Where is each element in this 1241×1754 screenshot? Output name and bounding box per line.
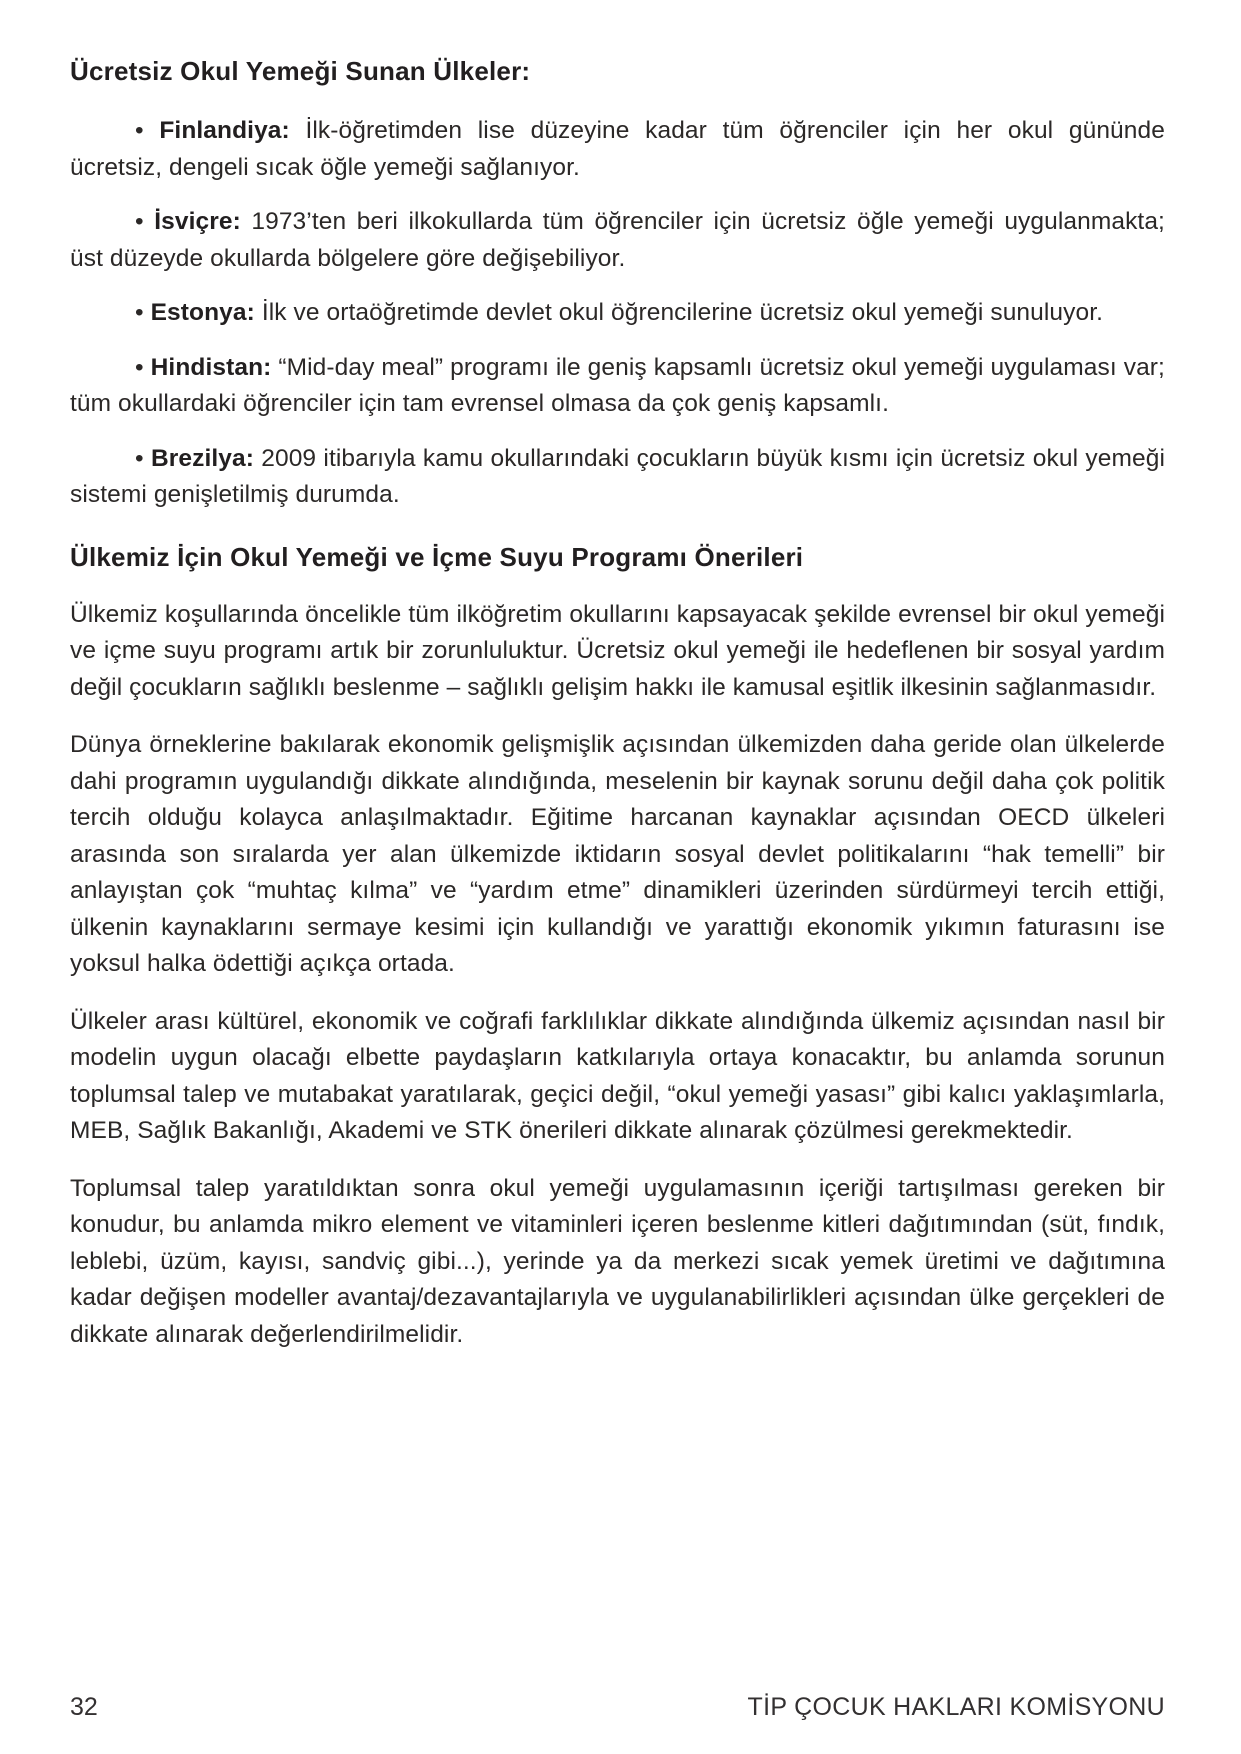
bullet-label-estonya: Estonya: bbox=[150, 299, 255, 326]
bullet-dot-icon: • bbox=[135, 444, 144, 472]
paragraph-world-examples: Dünya örneklerine bakılarak ekonomik gelişmişlik açısından ülkemizden daha geride olan ülkelerde dahi programın uygulandığı dikkate alındığında, meselenin bir kaynak sorunu değil daha çok politik tercih olduğu kolayca anlaşılmaktadır. Eğitime harcanan kaynaklar açısından OECD ülkeleri arasında son sıralarda yer alan ülkemizde iktidarın sosyal devlet politikalarını “hak temelli” bir anlayıştan çok “muhtaç kılma” ve “yardım etme” dinamikleri üzerinden sürdürmeyi tercih ettiği, ülkenin kaynaklarını sermaye kesimi için kullandığı ve yarattığı ekonomik yıkımın faturasını ise yoksul halka ödettiği açıkça ortada. bbox=[70, 731, 1165, 977]
bullet-text-estonya: İlk ve ortaöğretimde devlet okul öğrencilerine ücretsiz okul yemeği sunuluyor. bbox=[261, 299, 1104, 326]
bullet-text-finlandiya: İlk-öğretimden lise düzeyine kadar tüm öğrenciler için her okul gününde ücretsiz, dengeli sıcak öğle yemeği sağlanıyor. bbox=[70, 117, 1165, 181]
bullet-label-isvicre: İsviçre: bbox=[154, 208, 241, 235]
section-heading-free-school-meal-countries: Ücretsiz Okul Yemeği Sunan Ülkeler: bbox=[70, 56, 531, 86]
bullet-dot-icon: • bbox=[135, 117, 144, 144]
bullet-dot-icon: • bbox=[135, 353, 144, 381]
footer-running-title: TİP ÇOCUK HAKLARI KOMİSYONU bbox=[747, 1693, 1165, 1721]
bullet-label-brezilya: Brezilya: bbox=[150, 444, 254, 472]
paragraph-model-stakeholders: Ülkeler arası kültürel, ekonomik ve coğrafi farklılıklar dikkate alındığında ülkemiz açısından nasıl bir modelin uygun olacağı elbette paydaşların katkılarıyla ortaya konacaktır, bu anlamda sorunun toplumsal talep ve mutabakat yaratılarak, geçici değil, “okul yemeği yasası” gibi kalıcı yaklaşımlarla, MEB, Sağlık Bakanlığı, Akademi ve STK önerileri dikkate alınarak çözülmesi gerekmektedir. bbox=[70, 1007, 1165, 1144]
bullet-label-finlandiya: Finlandiya: bbox=[159, 117, 290, 144]
bullet-dot-icon: • bbox=[135, 299, 144, 326]
bullet-item-brezilya bbox=[70, 441, 1165, 514]
bullet-text-isvicre: 1973’ten beri ilkokullarda tüm öğrenciler için ücretsiz öğle yemeği uygulanmakta; üst düzeyde okullarda bölgelere göre değişebiliyor. bbox=[70, 208, 1165, 272]
paragraph-program-content: Toplumsal talep yaratıldıktan sonra okul yemeği uygulamasının içeriği tartışılması gereken bir konudur, bu anlamda mikro element ve vitaminleri içeren beslenme kitleri dağıtımından (süt, fındık, leblebi, üzüm, kayısı, sandviç gibi...), yerinde ya da merkezi sıcak yemek üretimi ve dağıtımına kadar değişen modeller avantaj/dezavantajlarıyla ve uygulanabilirlikleri açısından ülke gerçekleri de dikkate alınarak değerlendirilmelidir. bbox=[70, 1174, 1165, 1348]
bullet-item-hindistan bbox=[70, 350, 1165, 423]
paragraph-universal-program: Ülkemiz koşullarında öncelikle tüm ilköğretim okullarını kapsayacak şekilde evrensel bir okul yemeği ve içme suyu programı artık bir zorunluluktur. Ücretsiz okul yemeği ile hedeflenen bir sosyal yardım değil çocukların sağlıklı beslenme – sağlıklı gelişim hakkı ile kamusal eşitlik ilkesinin sağlanmasıdır. bbox=[70, 600, 1165, 701]
bullet-item-finlandiya bbox=[70, 113, 1165, 186]
page-number: 32 bbox=[70, 1693, 98, 1721]
bullet-text-brezilya: 2009 itibarıyla kamu okullarındaki çocukların büyük kısmı için ücretsiz okul yemeği sistemi genişletilmiş durumda. bbox=[70, 444, 1165, 508]
bullet-item-isvicre bbox=[70, 204, 1165, 277]
bullet-item-estonya bbox=[70, 295, 1165, 332]
page-footer bbox=[70, 1693, 1165, 1722]
section-heading-program-recommendations: Ülkemiz İçin Okul Yemeği ve İçme Suyu Programı Önerileri bbox=[70, 541, 804, 572]
page-content bbox=[70, 56, 1165, 1374]
bullet-label-hindistan: Hindistan: bbox=[150, 353, 272, 381]
bullet-text-hindistan: “Mid-day meal” programı ile geniş kapsamlı ücretsiz okul yemeği uygulaması var; tüm okullardaki öğrenciler için tam evrensel olmasa da çok geniş kapsamlı. bbox=[70, 353, 1165, 417]
bullet-dot-icon: • bbox=[135, 208, 144, 235]
